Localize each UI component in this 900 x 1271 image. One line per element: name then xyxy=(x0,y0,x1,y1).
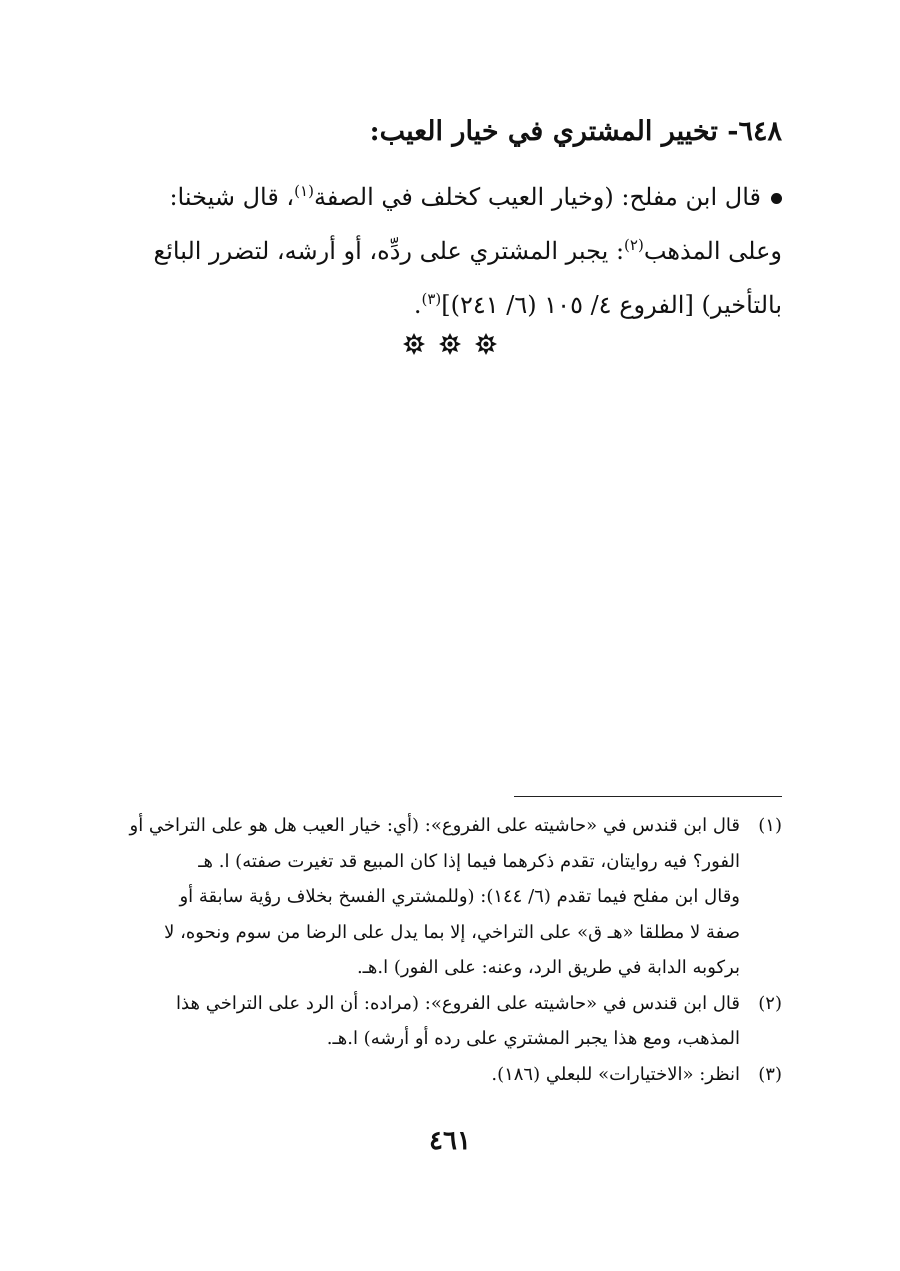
body-text-segment: ، قال شيخنا: xyxy=(169,183,295,211)
footnotes xyxy=(114,808,782,1092)
footnote-1 xyxy=(114,808,782,986)
footnote-number: (٢) xyxy=(758,992,782,1014)
body-line xyxy=(118,224,782,278)
footnote-line: الفور؟ فيه روايتان، تقدم ذكرهما فيما إذا كان المبيع قد تغيرت صفته) ا. هـ xyxy=(198,850,740,872)
footnote-number: (٣) xyxy=(758,1063,782,1085)
body-text-segment: وعلى المذهب xyxy=(643,237,782,265)
footnote-ref[interactable]: (٢) xyxy=(624,236,644,254)
footnote-line: صفة لا مطلقا «هـ ق» على التراخي، إلا بما يدل على الرضا من سوم ونحوه، لا xyxy=(164,921,740,943)
floral-ornament-icon xyxy=(474,332,498,356)
bullet-icon xyxy=(771,193,782,204)
footnote-ref[interactable]: (١) xyxy=(294,182,314,200)
body-text-segment: بالتأخير) [الفروع ٤/ ١٠٥ (٦/ ٢٤١)] xyxy=(441,291,782,319)
main-paragraph xyxy=(118,170,782,332)
footnote-line: وقال ابن مفلح فيما تقدم (٦/ ١٤٤): (وللمشتري الفسخ بخلاف رؤية سابقة أو xyxy=(179,886,740,907)
floral-ornament-icon xyxy=(438,332,462,356)
body-text-segment: قال ابن مفلح: (وخيار العيب كخلف في الصفة xyxy=(313,183,761,211)
section-heading: ٦٤٨- تخيير المشتري في خيار العيب: xyxy=(369,116,782,147)
footnote-ref[interactable]: (٣) xyxy=(421,290,442,308)
footnote-3 xyxy=(114,1057,782,1093)
section-divider xyxy=(0,332,900,356)
footnote-line: بركوبه الدابة في طريق الرد، وعنه: على الفور) ا.هـ. xyxy=(356,957,740,978)
body-line xyxy=(118,170,782,224)
body-text-segment: . xyxy=(413,291,422,319)
body-line xyxy=(118,278,782,332)
footnote-2 xyxy=(114,986,782,1057)
footnote-line: قال ابن قندس في «حاشيته على الفروع»: (أي: خيار العيب هل هو على التراخي أو xyxy=(129,815,740,836)
footnote-line: انظر: «الاختيارات» للبعلي (١٨٦). xyxy=(491,1063,740,1085)
page-number: ٤٦١ xyxy=(429,1126,471,1156)
footnote-line: المذهب، ومع هذا يجبر المشتري على رده أو أرشه) ا.هـ. xyxy=(326,1028,740,1049)
body-text-segment: : يجبر المشتري على ردِّه، أو أرشه، لتضرر البائع xyxy=(153,237,625,265)
floral-ornament-icon xyxy=(402,332,426,356)
footnote-separator xyxy=(514,796,782,797)
footnote-line: قال ابن قندس في «حاشيته على الفروع»: (مراده: أن الرد على التراخي هذا xyxy=(176,992,740,1014)
footnote-number: (١) xyxy=(758,815,782,836)
